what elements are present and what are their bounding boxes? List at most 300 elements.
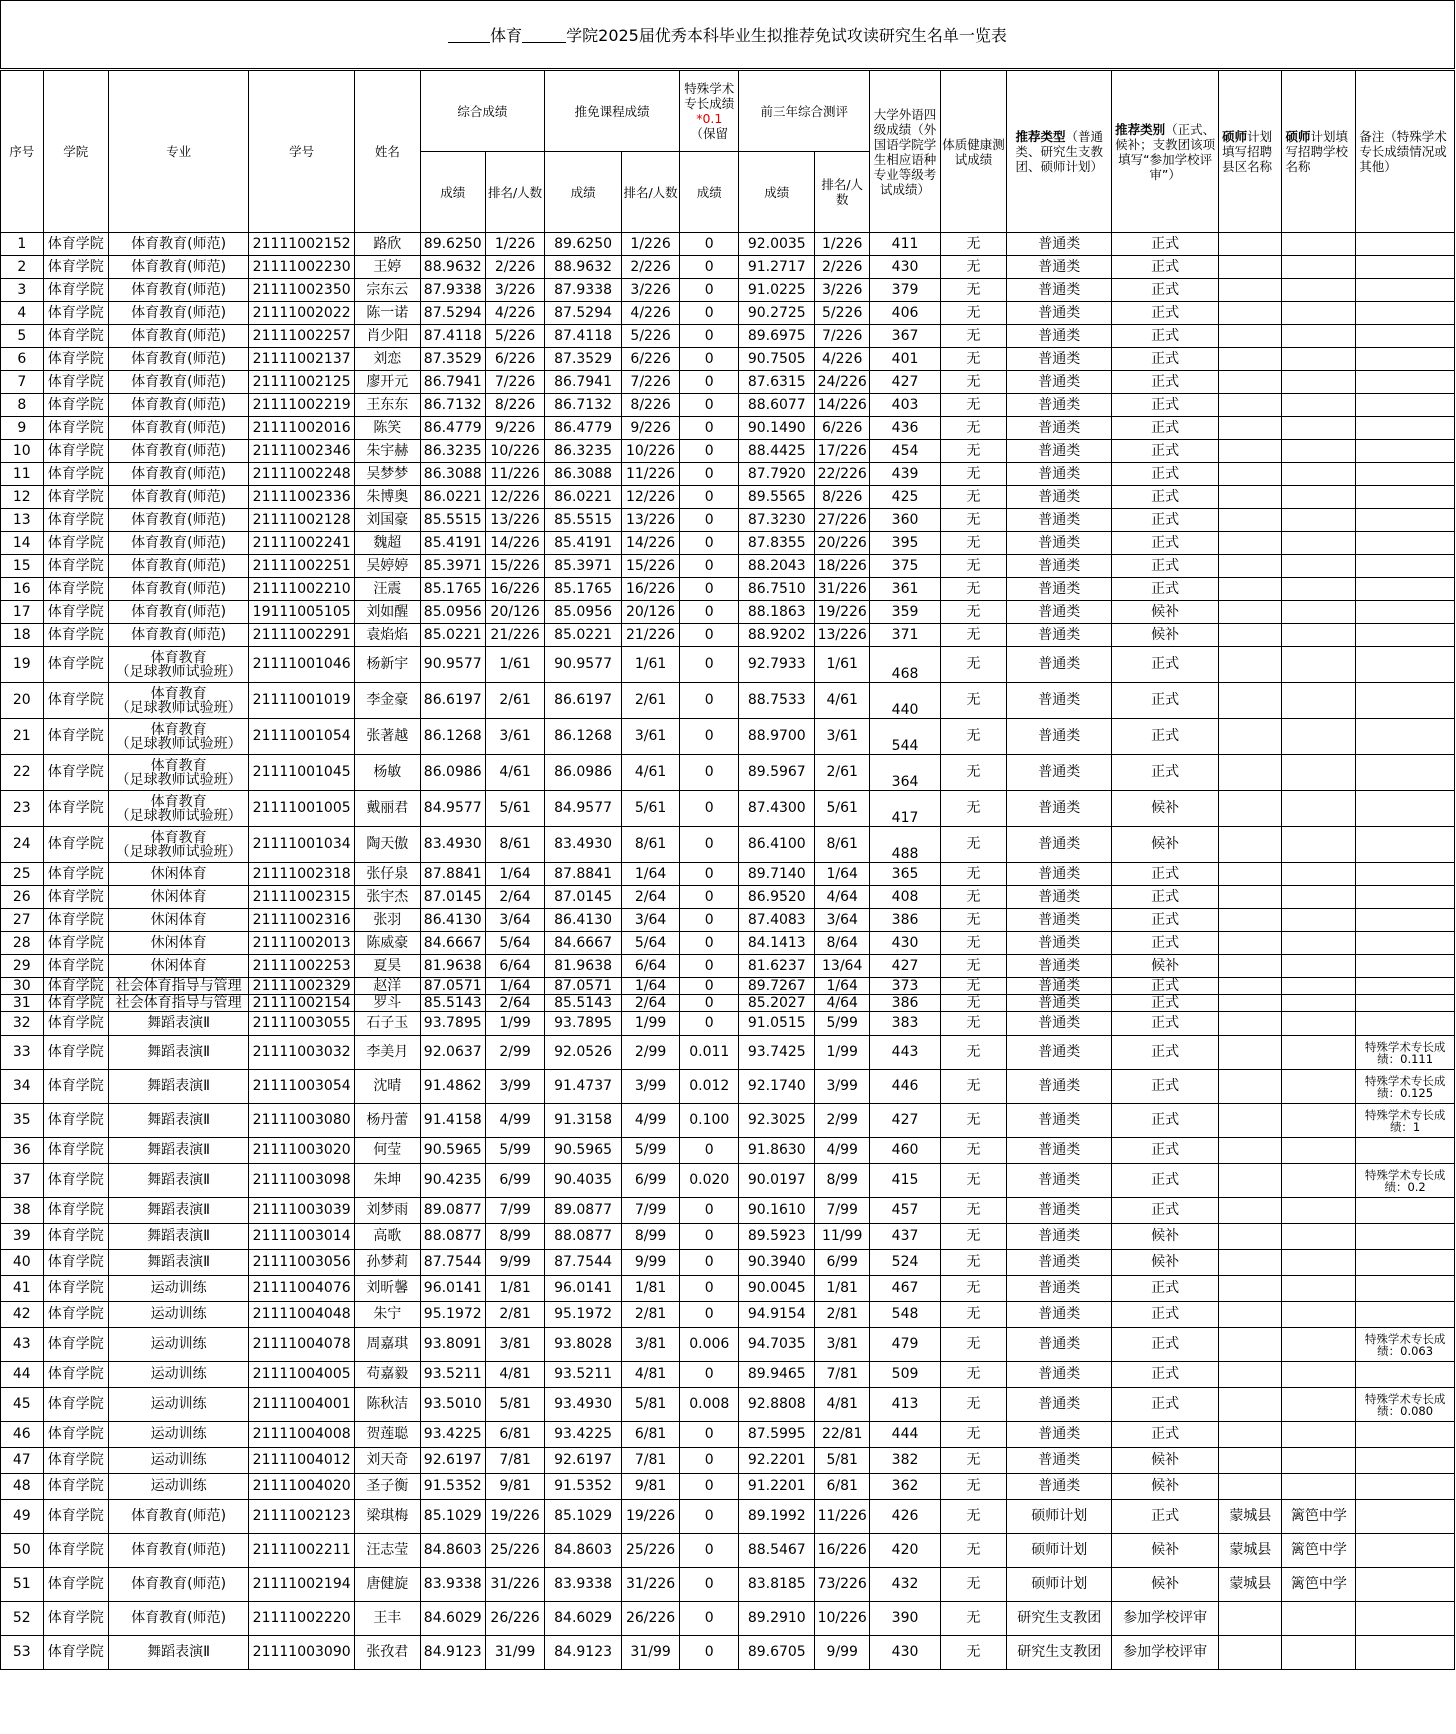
english-score-cell: 373 (870, 978, 941, 995)
seq-cell: 32 (1, 1012, 44, 1036)
exempt-rank-cell: 2/61 (622, 683, 680, 719)
composite-rank-cell: 2/64 (485, 995, 544, 1012)
major-cell: 体育教育(师范) (109, 279, 249, 302)
exempt-rank-cell: 1/81 (622, 1276, 680, 1302)
composite-rank-cell: 9/81 (485, 1474, 544, 1500)
exempt-score-cell: 86.0986 (545, 755, 622, 791)
three-year-score-cell: 89.6705 (739, 1636, 815, 1670)
school-cell (1282, 325, 1356, 348)
college-cell: 体育学院 (43, 463, 108, 486)
college-cell: 体育学院 (43, 978, 108, 995)
seq-cell: 12 (1, 486, 44, 509)
table-row (1, 1276, 1455, 1302)
major-cell: 体育教育 （足球教师试验班） (109, 755, 249, 791)
header-composite-rank: 排名/人数 (485, 152, 544, 233)
rec-cat-cell: 正式 (1112, 417, 1219, 440)
exempt-score-cell: 87.3529 (545, 348, 622, 371)
physical-cell: 无 (940, 1448, 1006, 1474)
table-row (1, 509, 1455, 532)
composite-rank-cell: 10/226 (485, 440, 544, 463)
composite-rank-cell: 15/226 (485, 555, 544, 578)
header-rec-cat-bold: 推荐类别 (1115, 121, 1166, 137)
composite-score-cell: 88.0877 (420, 1224, 485, 1250)
school-cell: 篱笆中学 (1282, 1534, 1356, 1568)
composite-score-cell: 95.1972 (420, 1302, 485, 1328)
rec-cat-cell: 正式 (1112, 1388, 1219, 1422)
composite-rank-cell: 1/64 (485, 978, 544, 995)
name-cell: 王东东 (355, 394, 420, 417)
special-score-cell: 0 (680, 1362, 739, 1388)
school-cell (1282, 1224, 1356, 1250)
physical-cell: 无 (940, 233, 1006, 256)
remark-cell (1356, 1534, 1455, 1568)
major-cell: 舞蹈表演Ⅱ (109, 1198, 249, 1224)
seq-cell: 27 (1, 909, 44, 932)
three-year-score-cell: 91.0225 (739, 279, 815, 302)
physical-cell: 无 (940, 509, 1006, 532)
seq-cell: 14 (1, 532, 44, 555)
rec-cat-cell: 正式 (1112, 325, 1219, 348)
english-score-cell: 544 (870, 719, 941, 755)
remark-cell (1356, 1198, 1455, 1224)
table-row (1, 647, 1455, 683)
rec-type-cell: 普通类 (1007, 1250, 1112, 1276)
seq-cell: 3 (1, 279, 44, 302)
composite-rank-cell: 1/99 (485, 1012, 544, 1036)
english-score-cell: 427 (870, 1104, 941, 1138)
rec-cat-cell: 参加学校评审 (1112, 1636, 1219, 1670)
exempt-rank-cell: 8/226 (622, 394, 680, 417)
exempt-rank-cell: 31/99 (622, 1636, 680, 1670)
county-cell (1219, 791, 1282, 827)
english-score-cell: 468 (870, 647, 941, 683)
county-cell (1219, 909, 1282, 932)
college-cell: 体育学院 (43, 719, 108, 755)
name-cell: 高歌 (355, 1224, 420, 1250)
student-id-cell: 19111005105 (249, 601, 355, 624)
table-row (1, 1070, 1455, 1104)
three-year-score-cell: 89.9465 (739, 1362, 815, 1388)
three-year-rank-cell: 1/61 (815, 647, 870, 683)
special-score-cell: 0 (680, 624, 739, 647)
seq-cell: 38 (1, 1198, 44, 1224)
table-row (1, 886, 1455, 909)
rec-type-cell: 普通类 (1007, 1138, 1112, 1164)
special-score-cell: 0 (680, 932, 739, 955)
physical-cell: 无 (940, 1422, 1006, 1448)
name-cell: 杨敏 (355, 755, 420, 791)
rec-cat-cell: 候补 (1112, 791, 1219, 827)
exempt-rank-cell: 1/61 (622, 647, 680, 683)
exempt-score-cell: 90.4035 (545, 1164, 622, 1198)
remark-cell (1356, 509, 1455, 532)
college-cell: 体育学院 (43, 624, 108, 647)
special-score-cell: 0 (680, 233, 739, 256)
exempt-score-cell: 85.4191 (545, 532, 622, 555)
three-year-rank-cell: 4/61 (815, 683, 870, 719)
rec-type-cell: 普通类 (1007, 827, 1112, 863)
student-id-cell: 21111004078 (249, 1328, 355, 1362)
remark-cell (1356, 827, 1455, 863)
header-county-rest: 计划填写招聘县区名称 (1222, 129, 1273, 174)
college-cell: 体育学院 (43, 1602, 108, 1636)
student-id-cell: 21111002022 (249, 302, 355, 325)
county-cell (1219, 1250, 1282, 1276)
student-id-cell: 21111004005 (249, 1362, 355, 1388)
school-cell (1282, 978, 1356, 995)
remark-cell (1356, 886, 1455, 909)
physical-cell: 无 (940, 555, 1006, 578)
college-cell: 体育学院 (43, 1164, 108, 1198)
county-cell (1219, 1362, 1282, 1388)
three-year-score-cell: 86.9520 (739, 886, 815, 909)
english-score-cell: 408 (870, 886, 941, 909)
college-cell: 体育学院 (43, 1534, 108, 1568)
rec-type-cell: 普通类 (1007, 394, 1112, 417)
exempt-rank-cell: 4/61 (622, 755, 680, 791)
table-row (1, 932, 1455, 955)
composite-rank-cell: 21/226 (485, 624, 544, 647)
county-cell (1219, 827, 1282, 863)
composite-rank-cell: 31/226 (485, 1568, 544, 1602)
special-score-cell: 0.006 (680, 1328, 739, 1362)
special-score-cell: 0 (680, 279, 739, 302)
title-text: 学院2025届优秀本科毕业生拟推荐免试攻读研究生名单一览表 (566, 26, 1007, 45)
college-cell: 体育学院 (43, 601, 108, 624)
exempt-score-cell: 85.1029 (545, 1500, 622, 1534)
english-score-cell: 524 (870, 1250, 941, 1276)
name-cell: 李金豪 (355, 683, 420, 719)
rec-cat-cell: 参加学校评审 (1112, 1602, 1219, 1636)
exempt-score-cell: 87.0571 (545, 978, 622, 995)
major-cell: 运动训练 (109, 1362, 249, 1388)
remark-cell (1356, 440, 1455, 463)
college-cell: 体育学院 (43, 1138, 108, 1164)
major-cell: 体育教育(师范) (109, 555, 249, 578)
college-cell: 体育学院 (43, 371, 108, 394)
county-cell (1219, 624, 1282, 647)
remark-cell (1356, 601, 1455, 624)
physical-cell: 无 (940, 719, 1006, 755)
county-cell (1219, 1328, 1282, 1362)
composite-rank-cell: 2/64 (485, 886, 544, 909)
composite-rank-cell: 3/226 (485, 279, 544, 302)
student-id-cell: 21111003080 (249, 1104, 355, 1138)
name-cell: 宗东云 (355, 279, 420, 302)
english-score-cell: 403 (870, 394, 941, 417)
english-score-cell: 430 (870, 932, 941, 955)
three-year-score-cell: 92.2201 (739, 1448, 815, 1474)
composite-score-cell: 87.8841 (420, 863, 485, 886)
composite-rank-cell: 20/126 (485, 601, 544, 624)
county-cell (1219, 755, 1282, 791)
table-row (1, 1224, 1455, 1250)
special-score-cell: 0 (680, 1602, 739, 1636)
composite-score-cell: 86.0986 (420, 755, 485, 791)
exempt-rank-cell: 5/99 (622, 1138, 680, 1164)
school-cell (1282, 1388, 1356, 1422)
school-cell (1282, 886, 1356, 909)
rec-type-cell: 普通类 (1007, 932, 1112, 955)
english-score-cell: 467 (870, 1276, 941, 1302)
composite-rank-cell: 13/226 (485, 509, 544, 532)
physical-cell: 无 (940, 348, 1006, 371)
rec-type-cell: 普通类 (1007, 978, 1112, 995)
three-year-rank-cell: 6/226 (815, 417, 870, 440)
rec-type-cell: 普通类 (1007, 486, 1112, 509)
table-row (1, 1602, 1455, 1636)
exempt-rank-cell: 2/226 (622, 256, 680, 279)
seq-cell: 46 (1, 1422, 44, 1448)
rec-cat-cell: 正式 (1112, 256, 1219, 279)
name-cell: 罗斗 (355, 995, 420, 1012)
exempt-score-cell: 89.6250 (545, 233, 622, 256)
three-year-rank-cell: 18/226 (815, 555, 870, 578)
table-body (1, 233, 1455, 1670)
table-row (1, 486, 1455, 509)
county-cell (1219, 886, 1282, 909)
name-cell: 朱坤 (355, 1164, 420, 1198)
remark-cell (1356, 302, 1455, 325)
three-year-score-cell: 91.0515 (739, 1012, 815, 1036)
composite-rank-cell: 4/99 (485, 1104, 544, 1138)
major-cell: 体育教育(师范) (109, 601, 249, 624)
table-row (1, 1500, 1455, 1534)
college-cell: 体育学院 (43, 1388, 108, 1422)
english-score-cell: 411 (870, 233, 941, 256)
seq-cell: 31 (1, 995, 44, 1012)
remark-cell (1356, 486, 1455, 509)
english-score-cell: 375 (870, 555, 941, 578)
exempt-score-cell: 84.9123 (545, 1636, 622, 1670)
header-exempt-rank: 排名/人数 (622, 152, 680, 233)
english-score-cell: 548 (870, 1302, 941, 1328)
remark-cell: 特殊学术专长成绩：0.2 (1356, 1164, 1455, 1198)
composite-score-cell: 85.5515 (420, 509, 485, 532)
three-year-rank-cell: 22/226 (815, 463, 870, 486)
table-row (1, 1198, 1455, 1224)
rec-cat-cell: 候补 (1112, 1534, 1219, 1568)
major-cell: 运动训练 (109, 1328, 249, 1362)
major-cell: 体育教育(师范) (109, 371, 249, 394)
rec-cat-cell: 候补 (1112, 1568, 1219, 1602)
rec-type-cell: 普通类 (1007, 683, 1112, 719)
table-row (1, 863, 1455, 886)
composite-score-cell: 93.5211 (420, 1362, 485, 1388)
english-score-cell: 436 (870, 417, 941, 440)
rec-cat-cell: 正式 (1112, 1012, 1219, 1036)
seq-cell: 10 (1, 440, 44, 463)
remark-cell: 特殊学术专长成绩：0.125 (1356, 1070, 1455, 1104)
seq-cell: 25 (1, 863, 44, 886)
rec-type-cell: 普通类 (1007, 1448, 1112, 1474)
english-score-cell: 488 (870, 827, 941, 863)
exempt-score-cell: 87.5294 (545, 302, 622, 325)
three-year-rank-cell: 5/81 (815, 1448, 870, 1474)
special-score-cell: 0 (680, 440, 739, 463)
special-score-cell: 0 (680, 886, 739, 909)
school-cell (1282, 1250, 1356, 1276)
three-year-score-cell: 91.2717 (739, 256, 815, 279)
county-cell (1219, 302, 1282, 325)
exempt-score-cell: 93.7895 (545, 1012, 622, 1036)
exempt-rank-cell: 8/99 (622, 1224, 680, 1250)
remark-cell (1356, 555, 1455, 578)
student-id-cell: 21111002211 (249, 1534, 355, 1568)
seq-cell: 21 (1, 719, 44, 755)
three-year-rank-cell: 8/64 (815, 932, 870, 955)
school-cell (1282, 647, 1356, 683)
name-cell: 魏超 (355, 532, 420, 555)
three-year-score-cell: 87.6315 (739, 371, 815, 394)
english-score-cell: 420 (870, 1534, 941, 1568)
composite-rank-cell: 8/61 (485, 827, 544, 863)
remark-cell (1356, 1276, 1455, 1302)
special-score-cell: 0 (680, 1448, 739, 1474)
exempt-score-cell: 86.1268 (545, 719, 622, 755)
english-score-cell: 359 (870, 601, 941, 624)
english-score-cell: 457 (870, 1198, 941, 1224)
composite-score-cell: 85.1029 (420, 1500, 485, 1534)
three-year-score-cell: 93.7425 (739, 1036, 815, 1070)
exempt-score-cell: 87.4118 (545, 325, 622, 348)
exempt-rank-cell: 4/226 (622, 302, 680, 325)
three-year-rank-cell: 9/99 (815, 1636, 870, 1670)
three-year-score-cell: 90.1610 (739, 1198, 815, 1224)
college-cell: 体育学院 (43, 791, 108, 827)
composite-score-cell: 89.6250 (420, 233, 485, 256)
college-cell: 体育学院 (43, 1036, 108, 1070)
seq-cell: 6 (1, 348, 44, 371)
three-year-rank-cell: 20/226 (815, 532, 870, 555)
rec-type-cell: 普通类 (1007, 440, 1112, 463)
school-cell (1282, 233, 1356, 256)
three-year-rank-cell: 4/226 (815, 348, 870, 371)
header-composite: 综合成绩 (420, 71, 545, 152)
three-year-rank-cell: 7/81 (815, 1362, 870, 1388)
college-cell: 体育学院 (43, 1276, 108, 1302)
rec-type-cell: 普通类 (1007, 1012, 1112, 1036)
composite-score-cell: 85.0956 (420, 601, 485, 624)
table-row (1, 325, 1455, 348)
remark-cell: 特殊学术专长成绩：0.111 (1356, 1036, 1455, 1070)
rec-type-cell: 普通类 (1007, 1036, 1112, 1070)
college-cell: 体育学院 (43, 683, 108, 719)
remark-cell (1356, 1474, 1455, 1500)
major-cell: 舞蹈表演Ⅱ (109, 1070, 249, 1104)
composite-score-cell: 87.4118 (420, 325, 485, 348)
exempt-rank-cell: 1/99 (622, 1012, 680, 1036)
major-cell: 舞蹈表演Ⅱ (109, 1036, 249, 1070)
remark-cell (1356, 394, 1455, 417)
three-year-rank-cell: 2/81 (815, 1302, 870, 1328)
table-row (1, 1448, 1455, 1474)
exempt-score-cell: 85.0956 (545, 601, 622, 624)
english-score-cell: 379 (870, 279, 941, 302)
composite-score-cell: 86.7941 (420, 371, 485, 394)
student-id-cell: 21111002210 (249, 578, 355, 601)
name-cell: 张著越 (355, 719, 420, 755)
composite-score-cell: 84.8603 (420, 1534, 485, 1568)
english-score-cell: 425 (870, 486, 941, 509)
name-cell: 石子玉 (355, 1012, 420, 1036)
table-row (1, 1164, 1455, 1198)
major-cell: 运动训练 (109, 1302, 249, 1328)
name-cell: 杨新宇 (355, 647, 420, 683)
college-cell: 体育学院 (43, 1070, 108, 1104)
school-cell (1282, 1276, 1356, 1302)
exempt-score-cell: 87.9338 (545, 279, 622, 302)
three-year-score-cell: 90.1490 (739, 417, 815, 440)
seq-cell: 9 (1, 417, 44, 440)
seq-cell: 26 (1, 886, 44, 909)
remark-cell (1356, 279, 1455, 302)
three-year-score-cell: 90.7505 (739, 348, 815, 371)
three-year-score-cell: 89.7140 (739, 863, 815, 886)
county-cell (1219, 1388, 1282, 1422)
exempt-score-cell: 87.0145 (545, 886, 622, 909)
three-year-score-cell: 89.2910 (739, 1602, 815, 1636)
composite-rank-cell: 5/61 (485, 791, 544, 827)
special-score-cell: 0 (680, 417, 739, 440)
composite-score-cell: 84.9577 (420, 791, 485, 827)
composite-rank-cell: 7/226 (485, 371, 544, 394)
composite-score-cell: 93.4225 (420, 1422, 485, 1448)
major-cell: 体育教育(师范) (109, 486, 249, 509)
school-cell (1282, 791, 1356, 827)
remark-cell (1356, 1422, 1455, 1448)
exempt-score-cell: 86.3235 (545, 440, 622, 463)
composite-rank-cell: 9/99 (485, 1250, 544, 1276)
seq-cell: 17 (1, 601, 44, 624)
student-id-cell: 21111004012 (249, 1448, 355, 1474)
student-id-cell: 21111003056 (249, 1250, 355, 1276)
school-cell (1282, 440, 1356, 463)
table-row (1, 1568, 1455, 1602)
table-row (1, 719, 1455, 755)
header-exempt-course: 推免课程成绩 (545, 71, 680, 152)
special-score-cell: 0 (680, 1224, 739, 1250)
major-cell: 运动训练 (109, 1388, 249, 1422)
name-cell: 赵洋 (355, 978, 420, 995)
exempt-rank-cell: 8/61 (622, 827, 680, 863)
exempt-score-cell: 85.5515 (545, 509, 622, 532)
three-year-rank-cell: 3/81 (815, 1328, 870, 1362)
title-college: 体育 (490, 26, 523, 45)
special-score-cell: 0 (680, 1198, 739, 1224)
composite-rank-cell: 1/226 (485, 233, 544, 256)
school-cell (1282, 1164, 1356, 1198)
rec-type-cell: 普通类 (1007, 601, 1112, 624)
composite-rank-cell: 6/226 (485, 348, 544, 371)
county-cell (1219, 978, 1282, 995)
rec-type-cell: 普通类 (1007, 1474, 1112, 1500)
rec-type-cell: 普通类 (1007, 1164, 1112, 1198)
county-cell (1219, 932, 1282, 955)
physical-cell: 无 (940, 1012, 1006, 1036)
composite-score-cell: 84.6667 (420, 932, 485, 955)
student-id-cell: 21111002219 (249, 394, 355, 417)
county-cell (1219, 578, 1282, 601)
three-year-score-cell: 92.7933 (739, 647, 815, 683)
exempt-rank-cell: 19/226 (622, 1500, 680, 1534)
exempt-score-cell: 84.6667 (545, 932, 622, 955)
special-score-cell: 0 (680, 578, 739, 601)
physical-cell: 无 (940, 578, 1006, 601)
remark-cell (1356, 1362, 1455, 1388)
physical-cell: 无 (940, 827, 1006, 863)
college-cell: 体育学院 (43, 1568, 108, 1602)
